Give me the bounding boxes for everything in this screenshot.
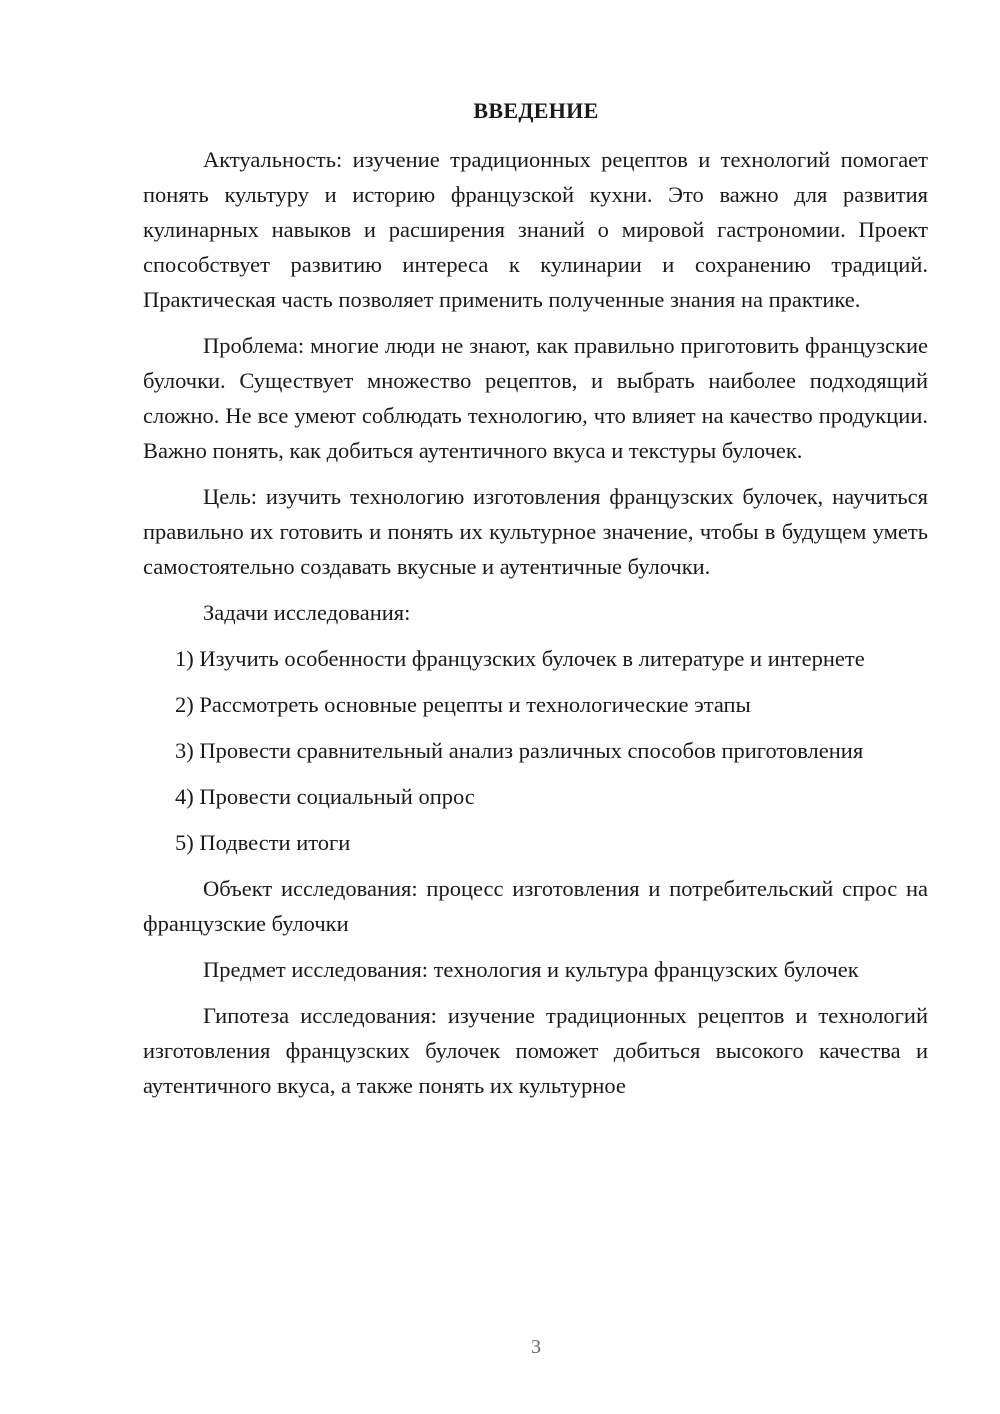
task-item-2: 2) Рассмотреть основные рецепты и технологические этапы <box>175 692 751 717</box>
paragraph-problem: Проблема: многие люди не знают, как правильно приготовить французские булочки. Существует множество рецептов, и выбрать наиболее подходящий сложно. Не все умеют соблюдать технологию, что влияет на качество продукции. Важно понять, как добиться аутентичного вкуса и текстуры булочек. <box>143 333 928 463</box>
paragraph-subject: Предмет исследования: технология и культура французских булочек <box>203 957 859 982</box>
paragraph-hypothesis: Гипотеза исследования: изучение традиционных рецептов и технологий изготовления французских булочек поможет добиться высокого качества и аутентичного вкуса, а также понять их культурное <box>143 1003 928 1098</box>
page-title: ВВЕДЕНИЕ <box>473 98 599 123</box>
task-item-1: 1) Изучить особенности французских булочек в литературе и интернете <box>175 646 865 671</box>
task-item-4: 4) Провести социальный опрос <box>175 784 475 809</box>
paragraph-object: Объект исследования: процесс изготовления и потребительский спрос на французские булочки <box>143 876 928 936</box>
paragraph-relevance: Актуальность: изучение традиционных рецептов и технологий помогает понять культуру и историю французской кухни. Это важно для развития кулинарных навыков и расширения знаний о мировой гастрономии. Проект способствует развитию интереса к кулинарии и сохранению традиций. Практическая часть позволяет применить полученные знания на практике. <box>143 147 928 312</box>
paragraph-tasks-heading: Задачи исследования: <box>203 600 411 625</box>
body-text <box>143 142 928 1114</box>
page-number: 3 <box>531 1336 541 1358</box>
task-item-3: 3) Провести сравнительный анализ различных способов приготовления <box>175 738 864 763</box>
paragraph-goal: Цель: изучить технологию изготовления французских булочек, научиться правильно их готовить и понять их культурное значение, чтобы в будущем уметь самостоятельно создавать вкусные и аутентичные булочки. <box>143 484 928 579</box>
task-item-5: 5) Подвести итоги <box>175 830 351 855</box>
